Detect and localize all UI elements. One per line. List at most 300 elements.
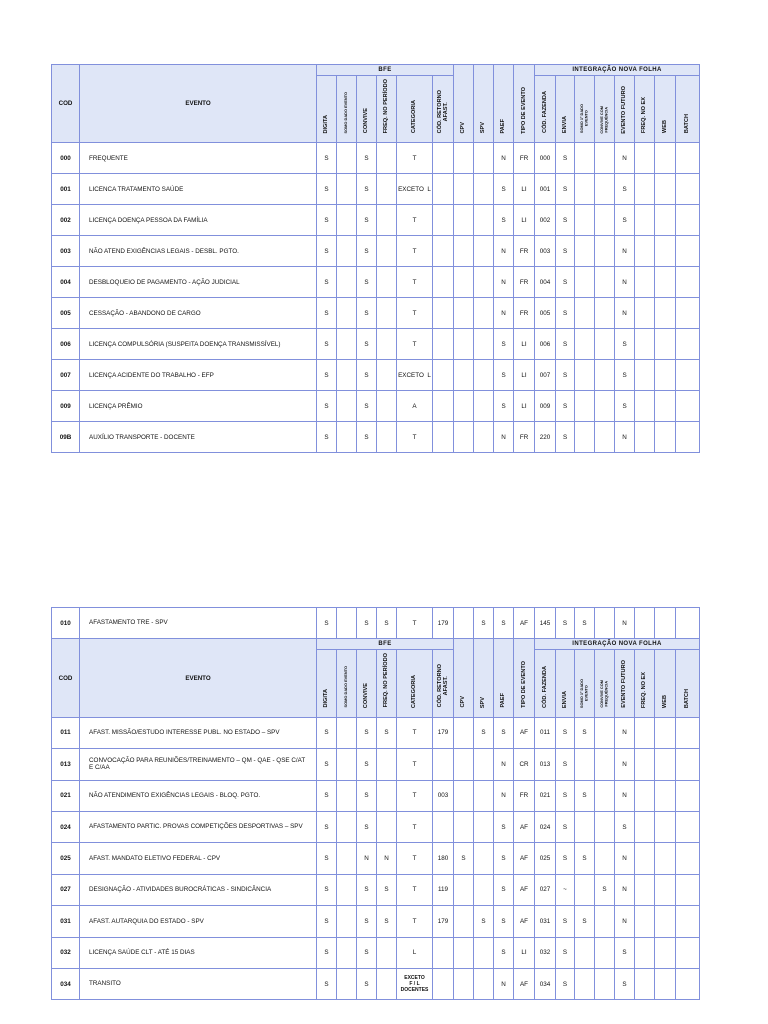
column-header-digita: [317, 76, 337, 143]
column-header-label: SOMO 1º DADO EVENTO: [579, 678, 589, 708]
cell-freq-no-ex: [635, 329, 655, 360]
table-row: [52, 143, 700, 174]
table-row: [52, 360, 700, 391]
table-row: [52, 267, 700, 298]
column-header-label: SPV: [480, 696, 487, 708]
column-header-label: FREQ. NO EX: [641, 97, 648, 134]
cell-web: [655, 422, 676, 453]
cell-convive: S: [357, 298, 377, 329]
cell-somo-dado-evento: [337, 422, 357, 453]
cell-evento-futuro: S: [615, 205, 635, 236]
cell-web: [655, 843, 676, 874]
cell-cod-fazenda: 034: [535, 968, 556, 999]
column-header-label: CÓD. RETORNO AFAST.: [436, 664, 449, 708]
cell-convive-com-frequencia: [595, 422, 615, 453]
cell-web: [655, 608, 676, 639]
cell-somo-primeiro-dado-evento: [575, 267, 595, 298]
cell-convive-com-frequencia: [595, 780, 615, 811]
cell-convive: S: [357, 749, 377, 780]
column-header-label: CPV: [460, 121, 467, 134]
cell-cpv: [454, 267, 474, 298]
cell-freq-periodo: [377, 360, 397, 391]
cell-freq-no-ex: [635, 205, 655, 236]
cell-categoria: T: [397, 236, 433, 267]
cell-freq-no-ex: [635, 174, 655, 205]
cell-paef: S: [494, 608, 514, 639]
cell-cod-fazenda: 031: [535, 906, 556, 937]
cell-freq-no-ex: [635, 874, 655, 905]
cell-convive: S: [357, 906, 377, 937]
column-header-label: CATEGORIA: [411, 100, 418, 134]
cell-digita: S: [317, 267, 337, 298]
cell-somo-primeiro-dado-evento: [575, 298, 595, 329]
cell-envia: S: [556, 749, 575, 780]
column-header-label: SPV: [480, 122, 487, 134]
cell-cod-fazenda: 024: [535, 811, 556, 842]
cell-tipo-evento: FR: [514, 267, 535, 298]
cell-web: [655, 717, 676, 748]
cell-paef: S: [494, 329, 514, 360]
cell-somo-dado-evento: [337, 205, 357, 236]
cell-freq-no-ex: [635, 267, 655, 298]
cell-cpv: [454, 422, 474, 453]
cell-convive-com-frequencia: [595, 174, 615, 205]
cell-digita: S: [317, 874, 337, 905]
cell-batch: [676, 143, 700, 174]
cell-spv: [474, 267, 494, 298]
cell-digita: S: [317, 843, 337, 874]
cell-cpv: [454, 906, 474, 937]
column-header-categoria: [397, 76, 433, 143]
column-header-evento: EVENTO: [80, 65, 317, 143]
cell-tipo-evento: FR: [514, 298, 535, 329]
cell-categoria: T: [397, 267, 433, 298]
column-header-envia: [556, 650, 575, 717]
cell-convive-com-frequencia: [595, 236, 615, 267]
cell-categoria: T: [397, 780, 433, 811]
cell-paef: S: [494, 843, 514, 874]
cell-evento: DESBLOQUEIO DE PAGAMENTO - AÇÃO JUDICIAL: [80, 267, 317, 298]
cell-convive-com-frequencia: [595, 811, 615, 842]
cell-categoria: T: [397, 422, 433, 453]
column-header-categoria: [397, 650, 433, 717]
cell-envia: S: [556, 236, 575, 267]
cell-digita: S: [317, 360, 337, 391]
column-header-evento-futuro: [615, 650, 635, 717]
cell-somo-dado-evento: [337, 143, 357, 174]
column-header-label: DIGITA: [323, 689, 330, 708]
cell-evento-futuro: S: [615, 174, 635, 205]
cell-evento: AFASTAMENTO PARTIC. PROVAS COMPETIÇÕES DESPORTIVAS – SPV: [80, 811, 317, 842]
column-header-cod-fazenda: [535, 650, 556, 717]
cell-evento: TRANSITO: [80, 968, 317, 999]
cell-freq-no-ex: [635, 843, 655, 874]
cell-evento: LICENÇA COMPULSÓRIA (SUSPEITA DOENÇA TRANSMISSÍVEL): [80, 329, 317, 360]
cell-somo-primeiro-dado-evento: [575, 205, 595, 236]
table-row: [52, 717, 700, 748]
column-header-label: CONVIVE: [363, 682, 370, 708]
cell-web: [655, 937, 676, 968]
cell-cod-fazenda: 027: [535, 874, 556, 905]
cell-somo-primeiro-dado-evento: [575, 422, 595, 453]
cell-envia: S: [556, 608, 575, 639]
cell-evento-futuro: N: [615, 608, 635, 639]
cell-spv: [474, 937, 494, 968]
cell-cod: 004: [52, 267, 80, 298]
cell-envia: S: [556, 811, 575, 842]
cell-spv: S: [474, 608, 494, 639]
cell-tipo-evento: LI: [514, 205, 535, 236]
cell-cpv: [454, 937, 474, 968]
cell-digita: S: [317, 143, 337, 174]
cell-cod-retorno-afast: [433, 267, 454, 298]
cell-freq-periodo: S: [377, 717, 397, 748]
cell-evento: AUXÍLIO TRANSPORTE - DOCENTE: [80, 422, 317, 453]
cell-evento: AFAST. MISSÃO/ESTUDO INTERESSE PUBL. NO ESTADO – SPV: [80, 717, 317, 748]
cell-freq-periodo: [377, 749, 397, 780]
cell-categoria: T: [397, 143, 433, 174]
table-row: [52, 329, 700, 360]
column-header-cod-retorno-afast: [433, 650, 454, 717]
cell-convive: S: [357, 811, 377, 842]
cell-batch: [676, 749, 700, 780]
event-table-2-body: [52, 608, 700, 1000]
column-header-label: CÓD. FAZENDA: [541, 91, 548, 134]
cell-freq-periodo: [377, 267, 397, 298]
cell-categoria: A: [397, 391, 433, 422]
cell-digita: S: [317, 780, 337, 811]
cell-envia: S: [556, 843, 575, 874]
cell-cod-retorno-afast: 119: [433, 874, 454, 905]
column-header-cod: COD: [52, 65, 80, 143]
cell-freq-periodo: [377, 968, 397, 999]
cell-somo-dado-evento: [337, 391, 357, 422]
cell-web: [655, 811, 676, 842]
column-header-label: SOMO 1º DADO EVENTO: [579, 104, 589, 134]
cell-spv: [474, 874, 494, 905]
cell-somo-primeiro-dado-evento: [575, 937, 595, 968]
cell-digita: S: [317, 811, 337, 842]
cell-cod-retorno-afast: [433, 749, 454, 780]
cell-categoria: T: [397, 843, 433, 874]
cell-spv: [474, 143, 494, 174]
cell-digita: S: [317, 937, 337, 968]
cell-web: [655, 749, 676, 780]
cell-convive-com-frequencia: S: [595, 874, 615, 905]
column-header-digita: [317, 650, 337, 717]
cell-cod-fazenda: 145: [535, 608, 556, 639]
cell-digita: S: [317, 236, 337, 267]
cell-cod-retorno-afast: 179: [433, 906, 454, 937]
cell-somo-primeiro-dado-evento: [575, 236, 595, 267]
column-header-envia: [556, 76, 575, 143]
cell-evento: NÃO ATENDIMENTO EXIGÊNCIAS LEGAIS - BLOQ. PGTO.: [80, 780, 317, 811]
cell-batch: [676, 422, 700, 453]
cell-freq-no-ex: [635, 906, 655, 937]
cell-cod-retorno-afast: 180: [433, 843, 454, 874]
group-header-integracao-nova-folha: INTEGRAÇÃO NOVA FOLHA: [535, 639, 700, 650]
cell-freq-periodo: [377, 205, 397, 236]
cell-evento-futuro: N: [615, 749, 635, 780]
table-row: [52, 906, 700, 937]
cell-somo-primeiro-dado-evento: [575, 143, 595, 174]
cell-evento-futuro: S: [615, 937, 635, 968]
cell-convive: S: [357, 717, 377, 748]
cell-spv: S: [474, 906, 494, 937]
cell-spv: [474, 205, 494, 236]
cell-cpv: [454, 717, 474, 748]
cell-batch: [676, 717, 700, 748]
cell-cod: 027: [52, 874, 80, 905]
cell-convive: S: [357, 205, 377, 236]
column-header-somo-primeiro-dado-evento: [575, 650, 595, 717]
column-header-label: CONVIVE COM FREQUÊNCIA: [599, 680, 609, 708]
cell-tipo-evento: LI: [514, 174, 535, 205]
cell-freq-periodo: [377, 780, 397, 811]
cell-convive-com-frequencia: [595, 329, 615, 360]
cell-batch: [676, 329, 700, 360]
column-header-evento-futuro: [615, 76, 635, 143]
column-header-label: SOMO DADO EVENTO: [343, 91, 349, 134]
cell-envia: S: [556, 937, 575, 968]
column-header-label: CÓD. RETORNO AFAST.: [436, 89, 450, 134]
cell-convive: S: [357, 174, 377, 205]
cell-cpv: S: [454, 843, 474, 874]
cell-envia: S: [556, 906, 575, 937]
column-header-label: EVENTO FUTURO: [621, 660, 628, 708]
column-header-label: CATEGORIA: [411, 674, 418, 708]
cell-tipo-evento: AF: [514, 906, 535, 937]
column-header-cod-fazenda: [535, 76, 556, 143]
cell-cod-retorno-afast: [433, 205, 454, 236]
cell-evento-futuro: N: [615, 874, 635, 905]
cell-somo-dado-evento: [337, 968, 357, 999]
column-header-freq-periodo: [377, 76, 397, 143]
cell-web: [655, 329, 676, 360]
cell-freq-periodo: [377, 422, 397, 453]
cell-evento-futuro: S: [615, 391, 635, 422]
cell-freq-periodo: [377, 391, 397, 422]
group-header-bfe: BFE: [317, 65, 454, 76]
cell-cpv: [454, 360, 474, 391]
cell-tipo-evento: LI: [514, 391, 535, 422]
cell-evento: CESSAÇÃO - ABANDONO DE CARGO: [80, 298, 317, 329]
cell-cod-retorno-afast: 003: [433, 780, 454, 811]
cell-tipo-evento: CR: [514, 749, 535, 780]
cell-somo-primeiro-dado-evento: [575, 874, 595, 905]
cell-cod: 09B: [52, 422, 80, 453]
cell-web: [655, 143, 676, 174]
cell-convive: S: [357, 236, 377, 267]
cell-paef: N: [494, 267, 514, 298]
event-table-1: [51, 64, 700, 453]
cell-convive-com-frequencia: [595, 843, 615, 874]
cell-envia: S: [556, 422, 575, 453]
column-header-somo-dado-evento: [337, 650, 357, 717]
event-table-2: [51, 607, 700, 1000]
cell-somo-dado-evento: [337, 267, 357, 298]
cell-cod-fazenda: 220: [535, 422, 556, 453]
cell-web: [655, 906, 676, 937]
cell-convive-com-frequencia: [595, 143, 615, 174]
cell-somo-dado-evento: [337, 608, 357, 639]
cell-cod-retorno-afast: [433, 360, 454, 391]
cell-paef: N: [494, 968, 514, 999]
cell-digita: S: [317, 717, 337, 748]
cell-evento: LICENCA TRATAMENTO SAÚDE: [80, 174, 317, 205]
cell-spv: [474, 780, 494, 811]
cell-somo-primeiro-dado-evento: [575, 360, 595, 391]
cell-envia: S: [556, 329, 575, 360]
cell-cpv: [454, 749, 474, 780]
cell-spv: [474, 422, 494, 453]
cell-somo-dado-evento: [337, 906, 357, 937]
column-header-batch: [676, 76, 700, 143]
cell-evento-futuro: N: [615, 267, 635, 298]
table-row: [52, 236, 700, 267]
cell-spv: [474, 329, 494, 360]
cell-evento-futuro: S: [615, 360, 635, 391]
cell-cod-retorno-afast: 179: [433, 717, 454, 748]
cell-envia: S: [556, 298, 575, 329]
cell-tipo-evento: AF: [514, 811, 535, 842]
cell-somo-primeiro-dado-evento: [575, 329, 595, 360]
cell-cod-retorno-afast: [433, 298, 454, 329]
cell-envia: S: [556, 205, 575, 236]
cell-freq-no-ex: [635, 422, 655, 453]
column-header-label: FREQ. NO PERÍODO: [383, 653, 390, 708]
cell-cod-retorno-afast: [433, 174, 454, 205]
cell-cod-retorno-afast: [433, 391, 454, 422]
cell-digita: S: [317, 329, 337, 360]
column-header-tipo-evento: [514, 65, 535, 143]
cell-somo-primeiro-dado-evento: [575, 968, 595, 999]
cell-paef: S: [494, 937, 514, 968]
cell-somo-dado-evento: [337, 780, 357, 811]
column-header-spv: [474, 639, 494, 717]
cell-evento: LICENÇA PRÊMIO: [80, 391, 317, 422]
cell-tipo-evento: FR: [514, 236, 535, 267]
cell-batch: [676, 906, 700, 937]
cell-convive-com-frequencia: [595, 937, 615, 968]
cell-convive-com-frequencia: [595, 749, 615, 780]
cell-digita: S: [317, 205, 337, 236]
cell-categoria: EXCETO L: [397, 360, 433, 391]
cell-cod-retorno-afast: [433, 236, 454, 267]
cell-batch: [676, 174, 700, 205]
column-header-label: PAEF: [500, 693, 507, 708]
column-header-label: CÓD. FAZENDA: [541, 665, 548, 708]
cell-evento-futuro: N: [615, 717, 635, 748]
cell-cod-fazenda: 006: [535, 329, 556, 360]
cell-categoria: L: [397, 937, 433, 968]
cell-cod: 009: [52, 391, 80, 422]
cell-somo-primeiro-dado-evento: S: [575, 843, 595, 874]
cell-categoria: T: [397, 717, 433, 748]
cell-paef: N: [494, 143, 514, 174]
cell-somo-primeiro-dado-evento: S: [575, 906, 595, 937]
cell-cpv: [454, 174, 474, 205]
cell-digita: S: [317, 608, 337, 639]
group-header-bfe: BFE: [317, 639, 454, 650]
cell-paef: S: [494, 874, 514, 905]
cell-tipo-evento: AF: [514, 968, 535, 999]
cell-somo-dado-evento: [337, 874, 357, 905]
cell-envia: S: [556, 143, 575, 174]
cell-tipo-evento: LI: [514, 937, 535, 968]
cell-batch: [676, 874, 700, 905]
cell-spv: [474, 749, 494, 780]
cell-convive: S: [357, 422, 377, 453]
column-header-label: WEB: [661, 120, 668, 134]
cell-somo-dado-evento: [337, 811, 357, 842]
column-header-label: EVENTO FUTURO: [621, 85, 628, 134]
cell-somo-primeiro-dado-evento: S: [575, 608, 595, 639]
cell-spv: S: [474, 717, 494, 748]
cell-cod-retorno-afast: [433, 937, 454, 968]
cell-cod: 025: [52, 843, 80, 874]
cell-freq-periodo: [377, 329, 397, 360]
cell-freq-periodo: S: [377, 906, 397, 937]
cell-tipo-evento: AF: [514, 717, 535, 748]
cell-convive: S: [357, 329, 377, 360]
cell-convive: S: [357, 360, 377, 391]
cell-cod-retorno-afast: [433, 422, 454, 453]
cell-freq-no-ex: [635, 360, 655, 391]
cell-cod-fazenda: 000: [535, 143, 556, 174]
table-row: [52, 174, 700, 205]
cell-envia: S: [556, 360, 575, 391]
cell-evento-futuro: S: [615, 811, 635, 842]
cell-somo-primeiro-dado-evento: [575, 174, 595, 205]
column-header-label: SOMO DADO EVENTO: [343, 666, 349, 708]
column-header-label: PAEF: [500, 118, 507, 134]
column-header-spv: [474, 65, 494, 143]
cell-convive-com-frequencia: [595, 717, 615, 748]
column-header-cpv: [454, 639, 474, 717]
cell-cod-fazenda: 025: [535, 843, 556, 874]
cell-convive: S: [357, 608, 377, 639]
cell-evento-futuro: N: [615, 906, 635, 937]
event-table-1-body: [52, 65, 700, 453]
cell-somo-dado-evento: [337, 843, 357, 874]
column-header-label: CONVIVE: [363, 108, 370, 134]
column-header-evento: EVENTO: [80, 639, 317, 717]
cell-spv: [474, 968, 494, 999]
cell-categoria: T: [397, 906, 433, 937]
cell-paef: N: [494, 236, 514, 267]
cell-evento: NÃO ATEND EXIGÊNCIAS LEGAIS - DESBL. PGTO.: [80, 236, 317, 267]
cell-paef: N: [494, 422, 514, 453]
cell-cod: 002: [52, 205, 80, 236]
column-header-cpv: [454, 65, 474, 143]
cell-spv: [474, 236, 494, 267]
column-header-tipo-evento: [514, 639, 535, 717]
column-header-batch: [676, 650, 700, 717]
cell-paef: S: [494, 811, 514, 842]
cell-freq-no-ex: [635, 780, 655, 811]
cell-convive: S: [357, 391, 377, 422]
cell-web: [655, 205, 676, 236]
cell-paef: N: [494, 298, 514, 329]
cell-batch: [676, 968, 700, 999]
cell-cod: 034: [52, 968, 80, 999]
cell-evento: FREQUENTE: [80, 143, 317, 174]
column-header-label: ENVIA: [561, 690, 568, 708]
cell-somo-dado-evento: [337, 329, 357, 360]
cell-categoria: T: [397, 811, 433, 842]
cell-cpv: [454, 811, 474, 842]
